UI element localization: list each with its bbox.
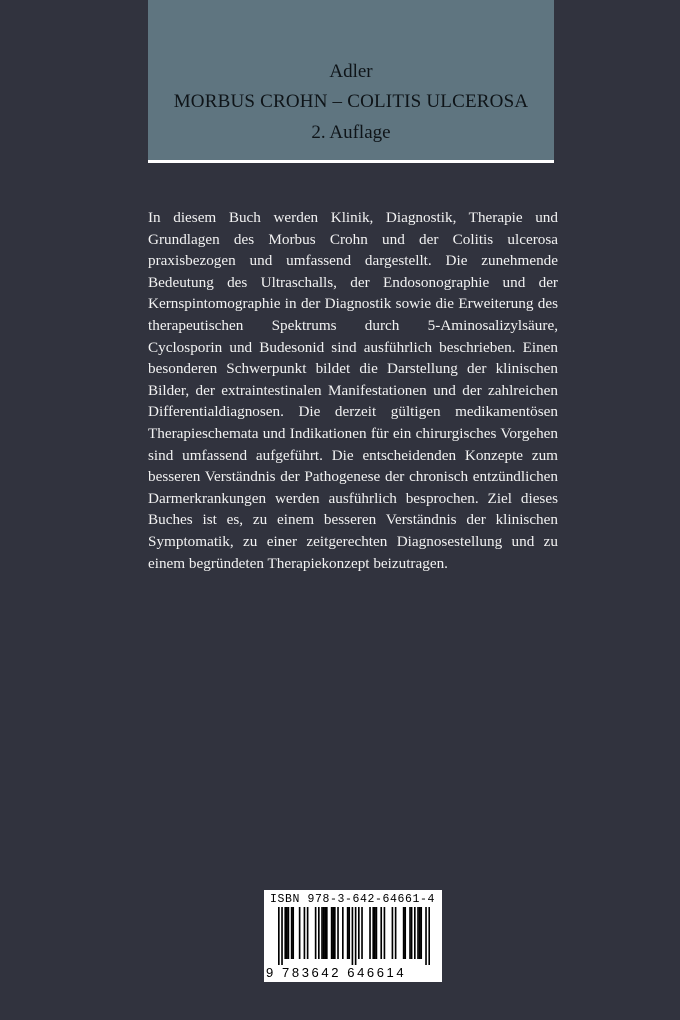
barcode-bar (411, 907, 413, 959)
barcode-bar (292, 907, 294, 959)
barcode-bar (404, 907, 406, 959)
barcode-bar (380, 907, 382, 959)
barcode-bar (342, 907, 344, 959)
barcode-bar (323, 907, 325, 959)
barcode-bar (358, 907, 360, 959)
barcode-bar (361, 907, 363, 959)
barcode-bar (337, 907, 339, 959)
barcode-bar (331, 907, 333, 959)
barcode-bar (326, 907, 328, 959)
barcode-bar (420, 907, 422, 959)
barcode-bar (291, 907, 293, 959)
author-name: Adler (329, 61, 373, 82)
barcode-bar (376, 907, 378, 959)
barcode-bar (304, 907, 306, 959)
barcode-bar (409, 907, 411, 959)
barcode-bar (425, 907, 427, 965)
barcode-bar (288, 907, 290, 959)
edition-label: 2. Auflage (311, 122, 391, 143)
barcode-bar (417, 907, 419, 959)
barcode-bar (332, 907, 334, 959)
barcode-bar (395, 907, 397, 959)
ean-digits: 9 783642 646614 (266, 965, 407, 980)
barcode-bar (334, 907, 336, 959)
barcode-bar (419, 907, 421, 959)
barcode-bar (299, 907, 301, 959)
barcode-bar (355, 907, 357, 965)
title-panel (148, 0, 554, 160)
barcode-bar (403, 907, 405, 959)
barcode-bar (307, 907, 309, 959)
barcode-bar (278, 907, 280, 965)
barcode-bar (281, 907, 283, 965)
barcode-bar (347, 907, 349, 959)
barcode-bars (278, 907, 430, 965)
barcode-bar (352, 907, 354, 965)
barcode-bar (321, 907, 323, 959)
barcode-bar (384, 907, 386, 959)
isbn-label: ISBN 978-3-642-64661-4 (270, 893, 436, 906)
barcode-bar (315, 907, 317, 959)
barcode-bar (392, 907, 394, 959)
barcode-bar (369, 907, 371, 959)
book-title: MORBUS CROHN – COLITIS ULCEROSA (173, 91, 529, 112)
isbn-barcode (264, 890, 442, 982)
barcode-bar (286, 907, 288, 959)
header-divider (148, 160, 554, 163)
barcode-bar (348, 907, 350, 959)
barcode-bar (372, 907, 374, 959)
barcode-bar (414, 907, 416, 959)
barcode-bar (324, 907, 326, 959)
barcode-bar (374, 907, 376, 959)
barcode-bar (284, 907, 286, 959)
barcode-bar (318, 907, 320, 959)
book-description: In diesem Buch werden Klinik, Diagnostik, Therapie und Grundlagen des Morbus Crohn und der Colitis ulcerosa praxisbezogen und umfassend dargestellt. Die zunehmende Bedeutung des Ultraschalls, der Endosonographie und der Kernspintomographie in der Diagnostik sowie die Erweiterung des therapeutischen Spektrums durch 5-Aminosalizylsäure, Cyclosporin und Budesonid sind ausführlich beschrieben. Einen besonderen Schwerpunkt bildet die Darstellung der klinischen Bilder, der extraintestinalen Manifestationen und der zahlreichen Differentialdiagnosen. Die derzeit gültigen medikamentösen Therapieschemata und Indikationen für ein chirurgisches Vorgehen sind umfassend aufgeführt. Die entscheidenden Konzepte zum besseren Verständnis der Pathogenese der chronisch entzündlichen Darmerkrankungen werden ausführlich besprochen. Ziel dieses Buches ist es, zu einem besseren Verständnis der klinischen Symptomatik, zu einer zeitgerechten Diagnosestellung und zu einem begründeten Therapiekonzept beizutragen. (148, 209, 558, 572)
barcode-bar (428, 907, 430, 965)
